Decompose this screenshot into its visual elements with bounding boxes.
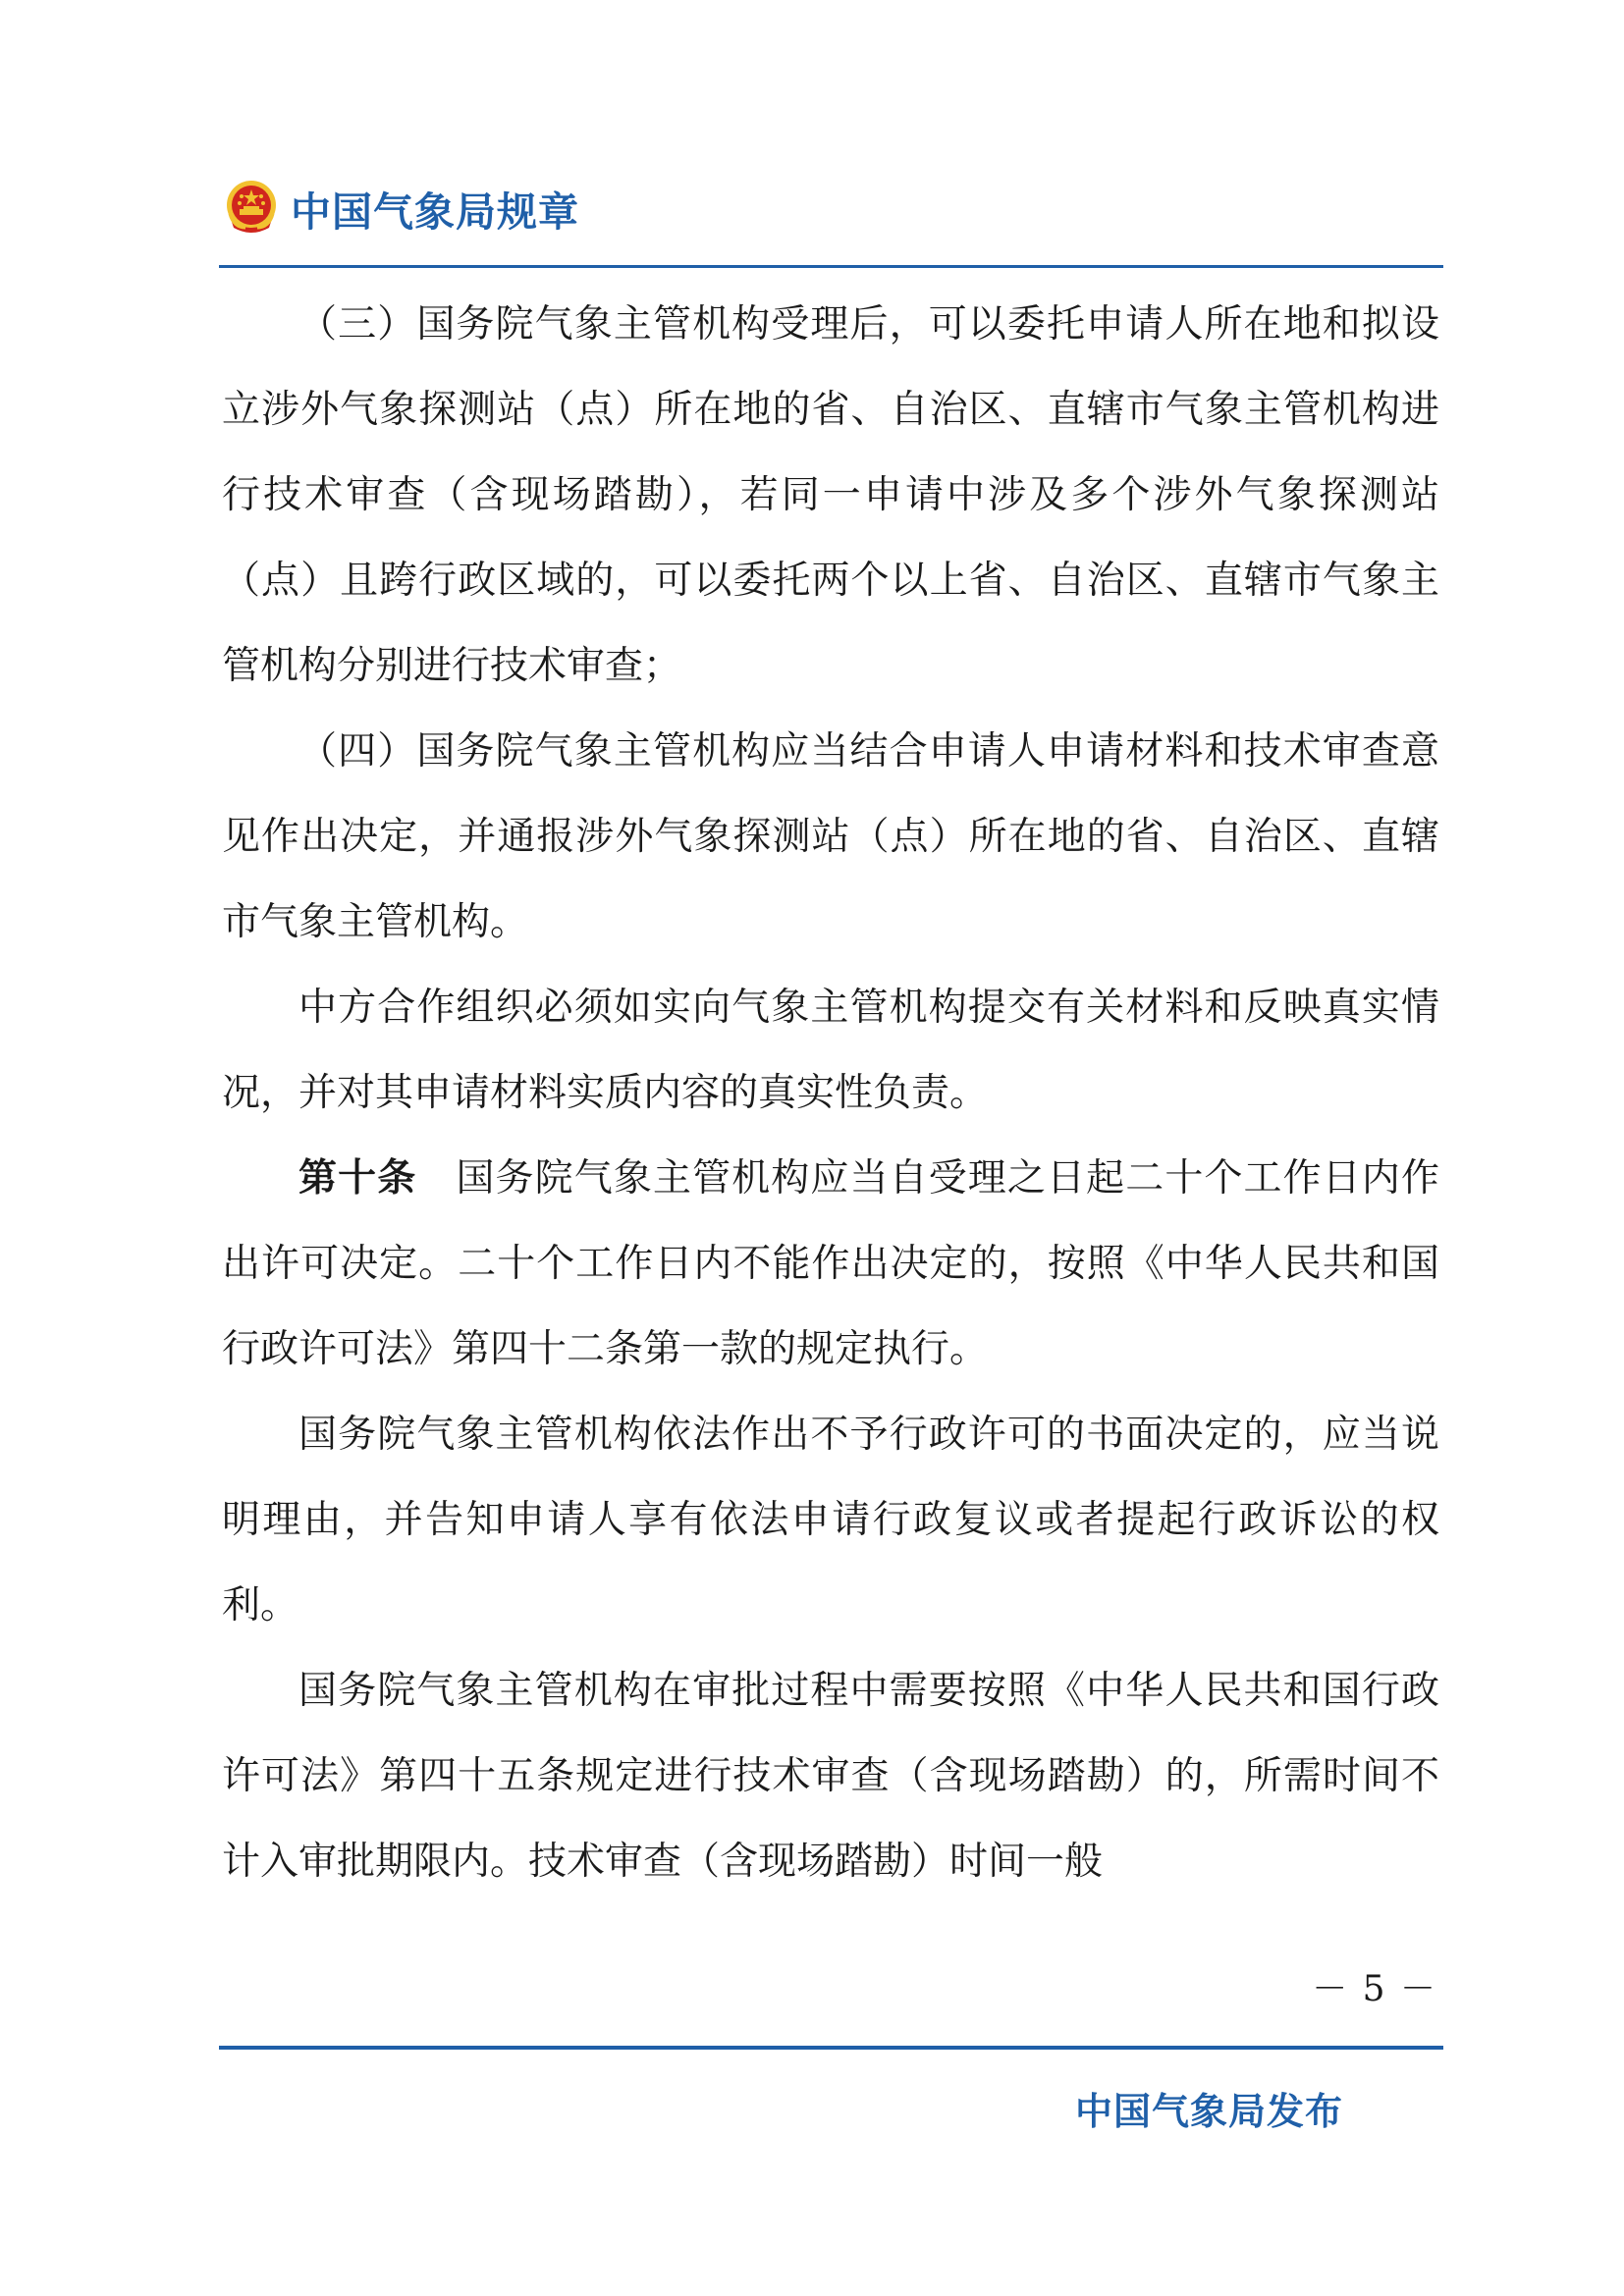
paragraph: （三）国务院气象主管机构受理后，可以委托申请人所在地和拟设立涉外气象探测站（点）所在地的省、自治区、直辖市气象主管机构进行技术审查（含现场踏勘），若同一申请中涉及多个涉外气象探测站（点）且跨行政区域的，可以委托两个以上省、自治区、直辖市气象主管机构分别进行技术审查； (222, 302, 1439, 688)
footer-divider (219, 2046, 1443, 2050)
footer-title: 中国气象局发布 (1074, 2090, 1343, 2133)
paragraph: 国务院气象主管机构在审批过程中需要按照《中华人民共和国行政许可法》第四十五条规定进行技术审查（含现场踏勘）的，所需时间不计入审批期限内。技术审查（含现场踏勘）时间一般 (222, 1669, 1439, 1884)
page-header (224, 179, 579, 238)
paragraph: 中方合作组织必须如实向气象主管机构提交有关材料和反映真实情况，并对其申请材料实质内容的真实性负责。 (222, 986, 1439, 1115)
document-body (222, 282, 1439, 1904)
paragraph: 国务院气象主管机构依法作出不予行政许可的书面决定的，应当说明理由，并告知申请人享有依法申请行政复议或者提起行政诉讼的权利。 (222, 1413, 1439, 1628)
article-paragraph (222, 1136, 1439, 1392)
page-number: － 5 － (1312, 1969, 1437, 2009)
article-text: 国务院气象主管机构应当自受理之日起二十个工作日内作出许可决定。二十个工作日内不能作出决定的，按照《中华人民共和国行政许可法》第四十二条第一款的规定执行。 (222, 1156, 1439, 1371)
header-divider (219, 265, 1443, 268)
header-title: 中国气象局规章 (291, 187, 579, 236)
paragraph: （四）国务院气象主管机构应当结合申请人申请材料和技术审查意见作出决定，并通报涉外气象探测站（点）所在地的省、自治区、直辖市气象主管机构。 (222, 729, 1439, 944)
national-emblem-icon (224, 179, 279, 238)
article-label: 第十条 (298, 1156, 417, 1201)
